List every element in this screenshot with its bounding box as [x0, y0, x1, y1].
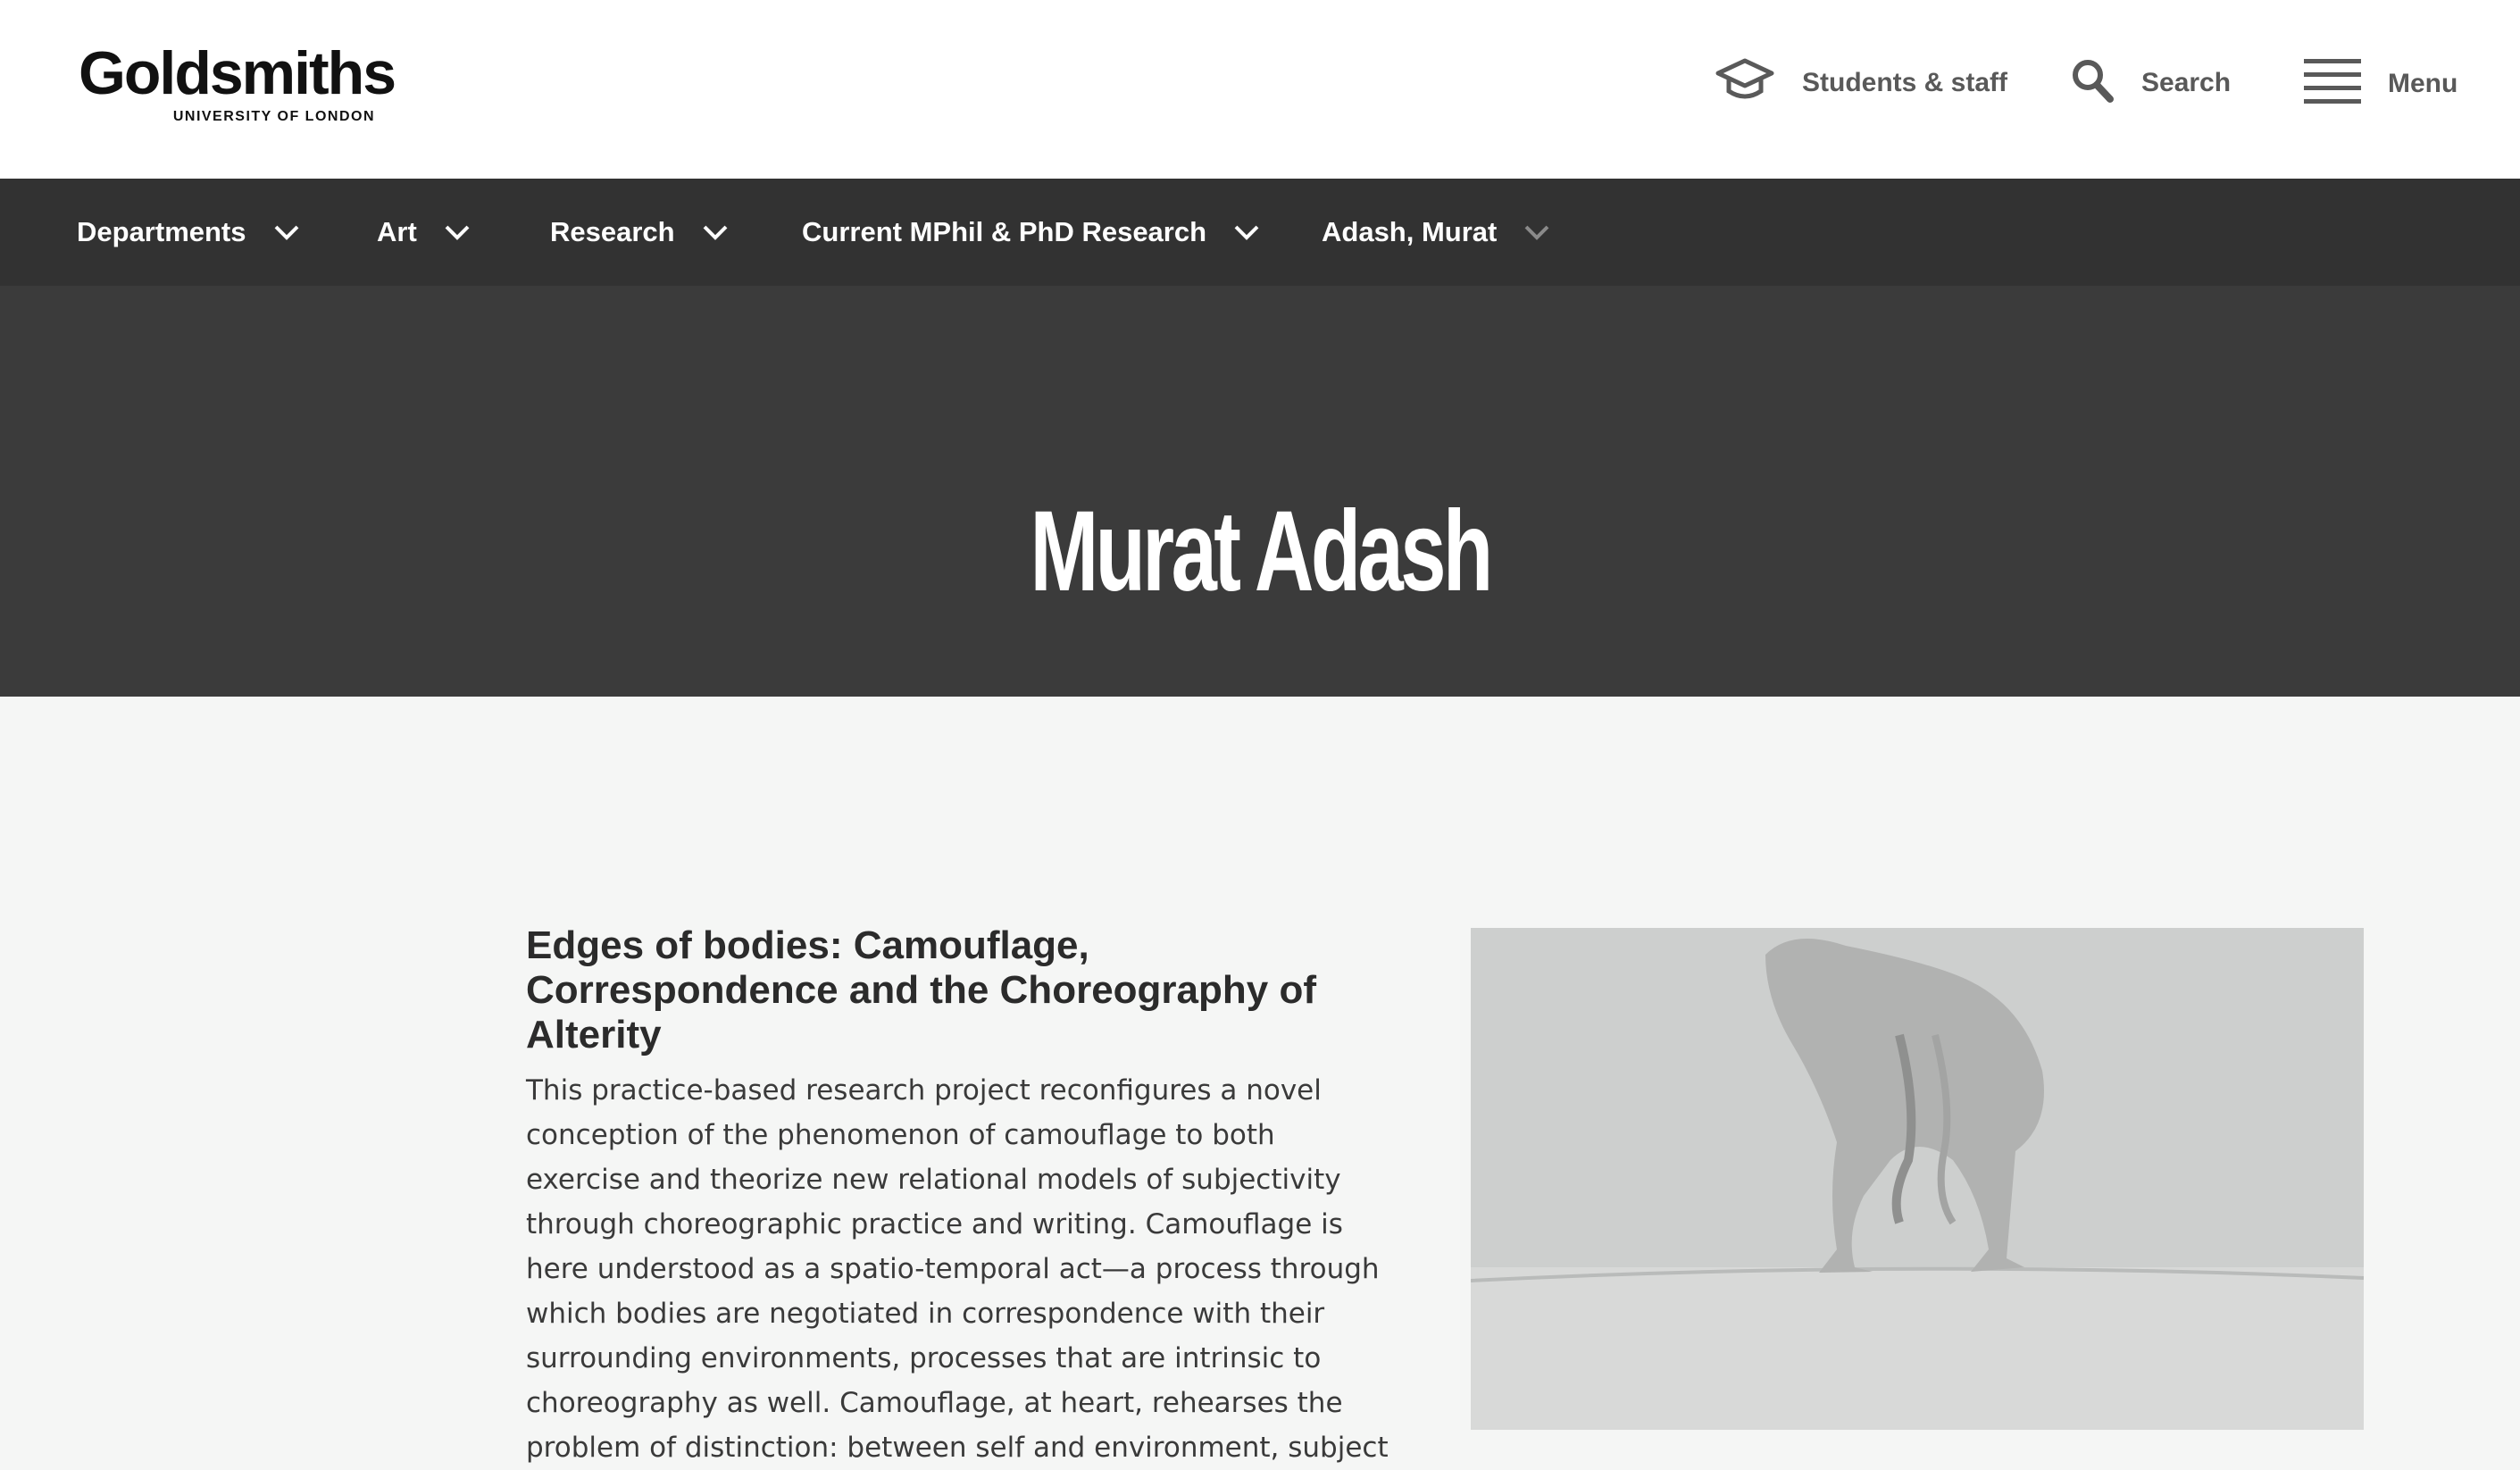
chevron-down-icon [273, 223, 300, 241]
chevron-down-icon [702, 223, 729, 241]
nav-label: Departments [77, 216, 246, 247]
project-title: Edges of bodies: Camouflage, Correspondence and the Choreography of Alterity [526, 923, 1316, 1057]
nav-label: Adash, Murat [1322, 216, 1498, 247]
nav-label: Research [550, 216, 675, 247]
mortarboard-icon [1715, 57, 1775, 108]
search-icon [2070, 57, 2115, 108]
students-staff-link[interactable] [1715, 57, 2007, 108]
search-button[interactable] [2070, 57, 2231, 108]
chevron-down-icon [1523, 223, 1550, 241]
logo-wordmark: Goldsmiths [79, 39, 396, 107]
page-title: Murat Adash [1030, 487, 1490, 615]
nav-item-adash-murat[interactable] [1322, 179, 1550, 286]
nav-label: Current MPhil & PhD Research [802, 216, 1207, 247]
hamburger-menu-icon [2304, 57, 2361, 110]
hero-banner [0, 286, 2520, 697]
chevron-down-icon [444, 223, 471, 241]
project-description: This practice-based research project reconfigures a novel conception of the phenomenon of camouflage to both exercise and theorize new relational models of subjectivity through choreographic practice and writing. Camouflage is here understood as a spatio-temporal act—a process through which bodies are negotiated in correspondence with their surrounding environments, processes that are intrinsic to choreography as well. Camouflage, at heart, rehearses the problem of distinction: between self and environment, subject [526, 1074, 1389, 1464]
logo-subtitle: UNIVERSITY OF LONDON [172, 109, 375, 124]
nav-item-art[interactable] [377, 179, 471, 286]
menu-label: Menu [2388, 68, 2458, 98]
site-header [0, 0, 2520, 179]
project-photo [1471, 928, 2364, 1430]
nav-item-research[interactable] [550, 179, 729, 286]
nav-item-mphil-phd-research[interactable] [802, 179, 1260, 286]
menu-button[interactable] [2304, 57, 2457, 110]
students-staff-label: Students & staff [1802, 67, 2008, 97]
nav-item-departments[interactable] [77, 179, 300, 286]
breadcrumb-nav [0, 179, 2520, 286]
chevron-down-icon [1233, 223, 1260, 241]
nav-label: Art [377, 216, 417, 247]
search-label: Search [2141, 67, 2232, 97]
dancer-photo-illustration [1471, 928, 2364, 1430]
goldsmiths-logo[interactable] [79, 39, 396, 125]
